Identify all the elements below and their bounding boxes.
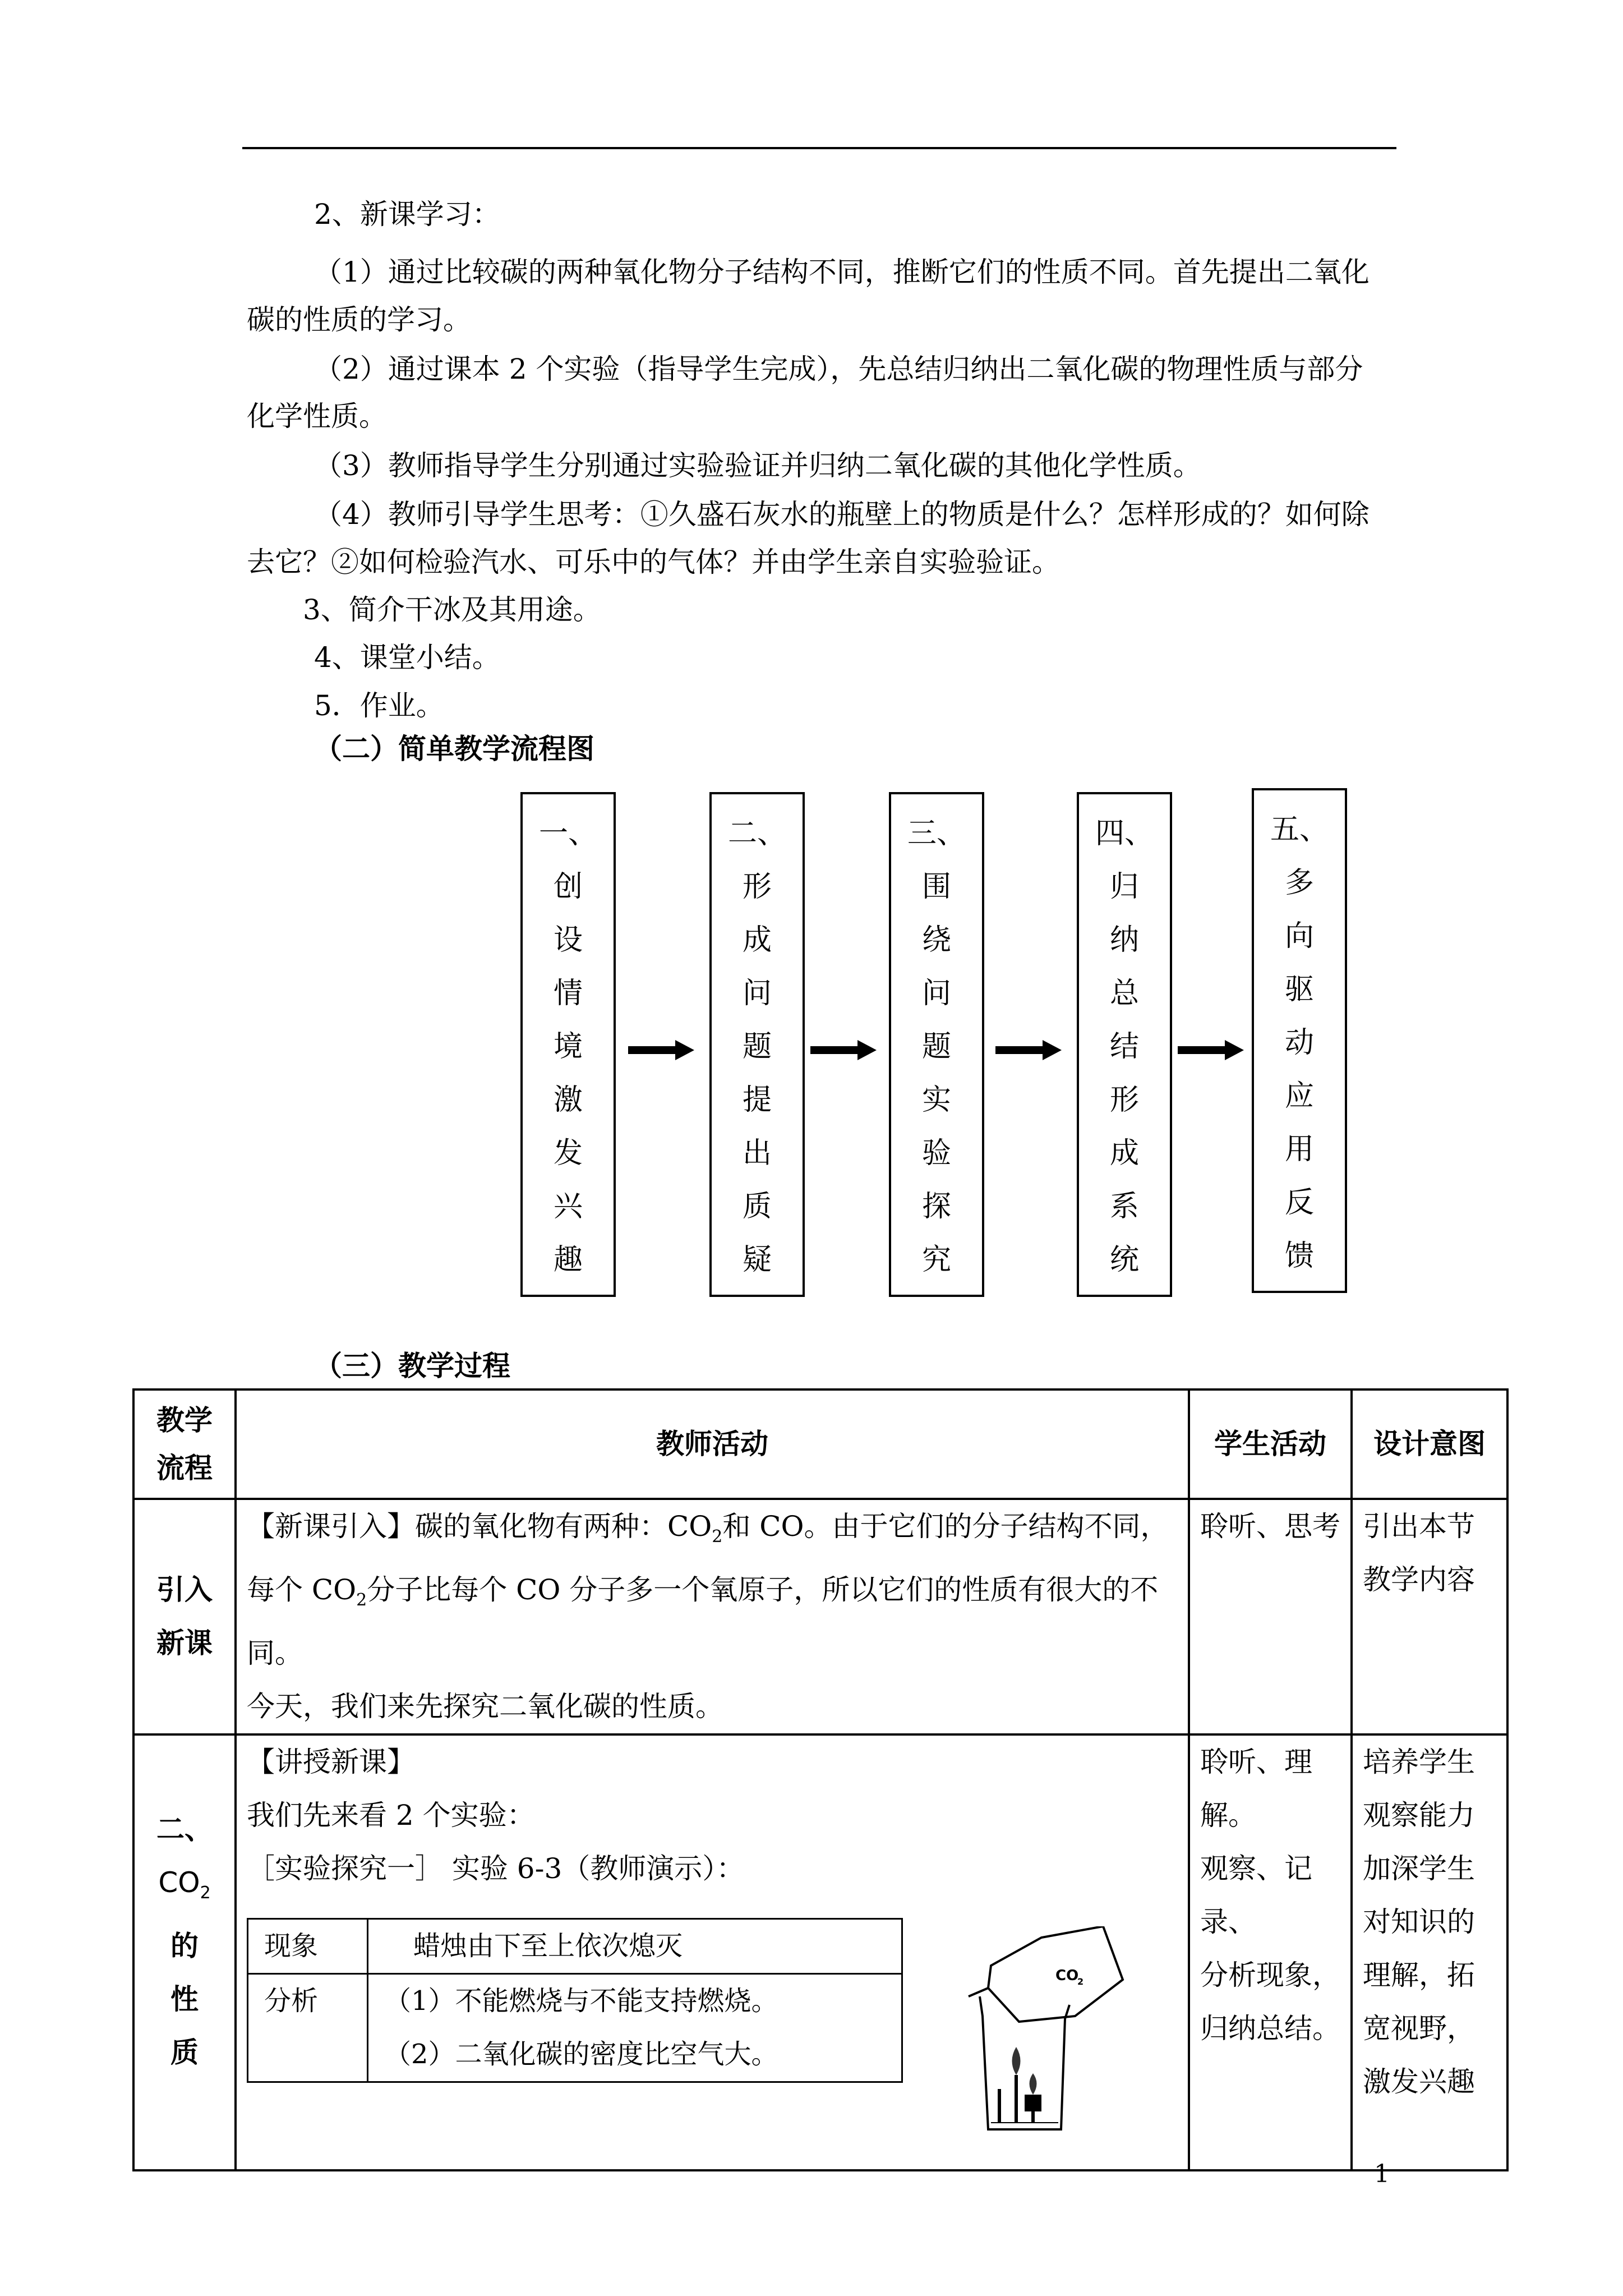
flow-box xyxy=(1077,792,1172,1297)
flow-char: 纳 xyxy=(1109,923,1139,957)
table-header-row xyxy=(133,1389,1507,1499)
page-number: 1 xyxy=(1374,2160,1390,2188)
flow-box xyxy=(709,792,805,1297)
flow-char: 形 xyxy=(1109,1083,1139,1117)
obs-value: 蜡烛由下至上依次熄灭 xyxy=(368,1919,902,1974)
student-cell: 聆听、理解。 观察、记录、 分析现象， 归纳总结。 xyxy=(1189,1734,1352,2170)
flow-char: 归 xyxy=(1109,870,1139,904)
flow-char: 系 xyxy=(1109,1190,1139,1223)
header-cell: 学生活动 xyxy=(1189,1389,1352,1499)
stage-cell: 二、 $CO_2$ 的 性 质 xyxy=(133,1734,236,2170)
arrow-right-icon xyxy=(810,1039,878,1061)
text-line: 碳的性质的学习。 xyxy=(247,303,471,336)
flow-char: 总 xyxy=(1109,977,1139,1010)
flow-char: 质 xyxy=(742,1190,772,1223)
flow-char: 动 xyxy=(1284,1026,1314,1060)
text-line: （2）通过课本 2 个实验（指导学生完成），先总结归纳出二氧化碳的物理性质与部分 xyxy=(314,353,1363,385)
flow-char: 提 xyxy=(742,1083,772,1117)
text-line: 2、新课学习： xyxy=(314,198,500,231)
flow-char: 探 xyxy=(921,1190,951,1223)
obs-value: （1）不能燃烧与不能支持燃烧。 （2）二氧化碳的密度比空气大。 xyxy=(368,1974,902,2082)
flow-char: 成 xyxy=(1109,1137,1139,1170)
teacher-line: ［实验探究一］ 实验 6-3（教师演示）： xyxy=(247,1852,745,1885)
text-line: 4、课堂小结。 xyxy=(314,641,500,674)
flow-heading: （二）简单教学流程图 xyxy=(314,733,594,765)
flow-char: 三、 xyxy=(907,817,966,850)
flow-char: 成 xyxy=(742,923,772,957)
student-cell: 聆听、思考 xyxy=(1189,1499,1352,1734)
flow-char: 究 xyxy=(921,1243,951,1277)
arrow-right-icon xyxy=(628,1039,695,1061)
flow-char: 五、 xyxy=(1270,813,1329,846)
teacher-cell xyxy=(236,1499,1189,1734)
svg-text:2: 2 xyxy=(1077,1976,1084,1987)
flow-char: 出 xyxy=(742,1137,772,1170)
process-table xyxy=(132,1388,1509,2171)
teacher-line: 今天，我们来先探究二氧化碳的性质。 xyxy=(247,1690,723,1723)
header-cell: 设计意图 xyxy=(1352,1389,1507,1499)
teacher-line: 【新课引入】碳的氧化物有两种：$CO_2$和 CO。由于它们的分子结构不同， xyxy=(247,1510,1169,1547)
design-cell: 培养学生 观察能力 加深学生 对知识的 理解，拓 宽视野， 激发兴趣 xyxy=(1352,1734,1507,2170)
flow-char: 趣 xyxy=(553,1243,583,1277)
flow-char: 问 xyxy=(921,977,951,1010)
flow-char: 兴 xyxy=(553,1190,583,1223)
flow-char: 问 xyxy=(742,977,772,1010)
flow-char: 形 xyxy=(742,870,772,904)
flow-char: 一、 xyxy=(538,817,597,850)
flow-box xyxy=(889,792,984,1297)
flow-char: 设 xyxy=(553,923,583,957)
arrow-right-icon xyxy=(1178,1039,1245,1061)
text-line: 5．作业。 xyxy=(314,689,444,722)
flow-char: 二、 xyxy=(727,817,786,850)
flow-char: 用 xyxy=(1284,1133,1314,1166)
flow-char: 题 xyxy=(921,1030,951,1064)
text-line: （3）教师指导学生分别通过实验验证并归纳二氧化碳的其他化学性质。 xyxy=(314,449,1201,482)
header-cell: 教师活动 xyxy=(236,1389,1189,1499)
text-line: 去它？②如何检验汽水、可乐中的气体？并由学生亲自实验验证。 xyxy=(247,546,1060,578)
flow-char: 疑 xyxy=(742,1243,772,1277)
flow-char: 题 xyxy=(742,1030,772,1064)
header-cell: 教学 流程 xyxy=(133,1389,236,1499)
flow-box xyxy=(1252,788,1347,1293)
text-line: 化学性质。 xyxy=(247,400,387,432)
flow-char: 馈 xyxy=(1284,1239,1314,1273)
flow-char: 结 xyxy=(1109,1030,1139,1064)
teacher-cell xyxy=(236,1734,1189,2170)
teacher-line: 我们先来看 2 个实验： xyxy=(247,1799,535,1832)
flow-char: 验 xyxy=(921,1137,951,1170)
flow-box xyxy=(520,792,616,1297)
flow-char: 发 xyxy=(553,1137,583,1170)
obs-label: 分析 xyxy=(248,1974,368,2082)
observation-table xyxy=(247,1918,903,2083)
flow-char: 应 xyxy=(1284,1079,1314,1113)
svg-text:CO: CO xyxy=(1055,1967,1079,1984)
table-row xyxy=(133,1499,1507,1734)
flow-char: 激 xyxy=(553,1083,583,1117)
table-row xyxy=(133,1734,1507,2170)
text-line: （4）教师引导学生思考：①久盛石灰水的瓶壁上的物质是什么？怎样形成的？如何除 xyxy=(314,498,1370,531)
flow-char: 多 xyxy=(1284,866,1314,900)
text-line: 3、简介干冰及其用途。 xyxy=(303,593,601,626)
flow-char: 实 xyxy=(921,1083,951,1117)
flow-char: 境 xyxy=(553,1030,583,1064)
flow-char: 向 xyxy=(1284,919,1314,953)
teacher-line: 【讲授新课】 xyxy=(247,1746,415,1778)
flow-char: 绕 xyxy=(921,923,951,957)
flow-char: 围 xyxy=(921,870,951,904)
process-heading: （三）教学过程 xyxy=(314,1350,510,1382)
design-cell: 引出本节 教学内容 xyxy=(1352,1499,1507,1734)
flow-char: 统 xyxy=(1109,1243,1139,1277)
header-rule xyxy=(242,147,1396,149)
flow-char: 情 xyxy=(553,977,583,1010)
arrow-right-icon xyxy=(995,1039,1063,1061)
co2-pouring-experiment-icon xyxy=(935,1926,1131,2139)
flow-char: 驱 xyxy=(1284,973,1314,1006)
stage-cell: 引入 新课 xyxy=(133,1499,236,1734)
flow-char: 反 xyxy=(1284,1186,1314,1220)
flow-char: 创 xyxy=(553,870,583,904)
teacher-line: 每个 $CO_2$分子比每个 CO 分子多一个氧原子，所以它们的性质有很大的不同。 xyxy=(247,1573,1159,1669)
obs-label: 现象 xyxy=(248,1919,368,1974)
text-line: （1）通过比较碳的两种氧化物分子结构不同，推断它们的性质不同。首先提出二氧化 xyxy=(314,256,1370,288)
flow-char: 四、 xyxy=(1095,817,1154,850)
